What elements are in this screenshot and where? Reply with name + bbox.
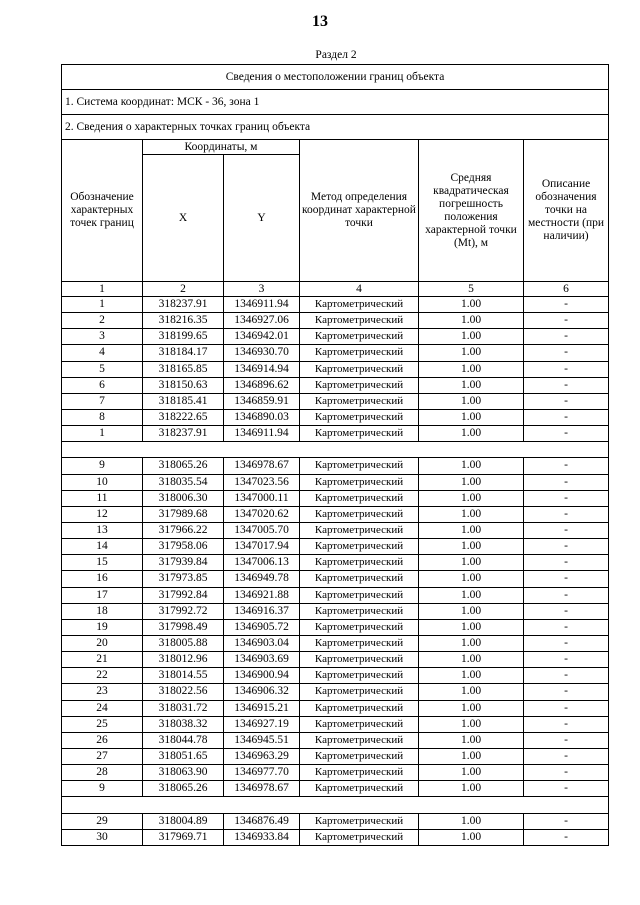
cell-point-id: 1 <box>62 297 143 313</box>
cell-point-id: 26 <box>62 732 143 748</box>
table-row <box>62 490 609 506</box>
cell-accuracy: 1.00 <box>419 700 524 716</box>
cell-description: - <box>524 619 609 635</box>
cell-method: Картометрический <box>300 490 419 506</box>
cell-description: - <box>524 652 609 668</box>
cell-coord-y: 1346963.29 <box>224 748 300 764</box>
cell-description: - <box>524 732 609 748</box>
cell-method: Картометрический <box>300 716 419 732</box>
cell-description: - <box>524 555 609 571</box>
cell-point-id: 10 <box>62 474 143 490</box>
cell-method: Картометрический <box>300 458 419 474</box>
cell-point-id: 9 <box>62 781 143 797</box>
cell-method: Картометрический <box>300 474 419 490</box>
table-row <box>62 555 609 571</box>
cell-accuracy: 1.00 <box>419 619 524 635</box>
cell-accuracy: 1.00 <box>419 361 524 377</box>
cell-point-id: 2 <box>62 313 143 329</box>
cell-description: - <box>524 716 609 732</box>
cell-accuracy: 1.00 <box>419 474 524 490</box>
cell-method: Картометрический <box>300 668 419 684</box>
cell-accuracy: 1.00 <box>419 765 524 781</box>
cell-description: - <box>524 765 609 781</box>
cell-coord-x: 318150.63 <box>143 377 224 393</box>
cell-coord-x: 318014.55 <box>143 668 224 684</box>
cell-accuracy: 1.00 <box>419 522 524 538</box>
table-row <box>62 716 609 732</box>
cell-accuracy: 1.00 <box>419 345 524 361</box>
cell-description: - <box>524 377 609 393</box>
cell-coord-x: 318035.54 <box>143 474 224 490</box>
table-row <box>62 700 609 716</box>
cell-accuracy: 1.00 <box>419 490 524 506</box>
cell-description: - <box>524 426 609 442</box>
cell-coord-x: 318065.26 <box>143 781 224 797</box>
table-row <box>62 571 609 587</box>
table-row <box>62 474 609 490</box>
cell-coord-y: 1346900.94 <box>224 668 300 684</box>
table-row <box>62 313 609 329</box>
cell-accuracy: 1.00 <box>419 555 524 571</box>
cell-method: Картометрический <box>300 571 419 587</box>
cell-point-id: 14 <box>62 539 143 555</box>
table-row <box>62 765 609 781</box>
cell-coord-y: 1347023.56 <box>224 474 300 490</box>
table-row <box>62 522 609 538</box>
cell-point-id: 29 <box>62 813 143 829</box>
cell-method: Картометрический <box>300 603 419 619</box>
cell-coord-y: 1347000.11 <box>224 490 300 506</box>
separator-cell <box>62 442 609 458</box>
cell-coord-x: 317969.71 <box>143 829 224 845</box>
cell-accuracy: 1.00 <box>419 409 524 425</box>
cell-coord-y: 1346942.01 <box>224 329 300 345</box>
table-row <box>62 345 609 361</box>
cell-point-id: 23 <box>62 684 143 700</box>
cell-method: Картометрический <box>300 684 419 700</box>
table-row <box>62 377 609 393</box>
cell-point-id: 6 <box>62 377 143 393</box>
cell-method: Картометрический <box>300 765 419 781</box>
cell-description: - <box>524 409 609 425</box>
table-row <box>62 393 609 409</box>
boundary-points-table <box>61 64 609 846</box>
table-row <box>62 297 609 313</box>
cell-coord-x: 318031.72 <box>143 700 224 716</box>
table-row <box>62 781 609 797</box>
cell-coord-x: 318063.90 <box>143 765 224 781</box>
cell-coord-x: 317973.85 <box>143 571 224 587</box>
coord-system-label: 1. Система координат: МСК - 36, зона 1 <box>62 90 609 115</box>
cell-coord-y: 1347006.13 <box>224 555 300 571</box>
cell-description: - <box>524 313 609 329</box>
cell-coord-x: 318051.65 <box>143 748 224 764</box>
cell-point-id: 27 <box>62 748 143 764</box>
cell-coord-x: 318237.91 <box>143 426 224 442</box>
cell-coord-x: 318185.41 <box>143 393 224 409</box>
cell-description: - <box>524 522 609 538</box>
cell-method: Картометрический <box>300 426 419 442</box>
cell-coord-x: 317992.72 <box>143 603 224 619</box>
cell-method: Картометрический <box>300 506 419 522</box>
cell-point-id: 4 <box>62 345 143 361</box>
cell-coord-x: 318005.88 <box>143 635 224 651</box>
cell-coord-x: 318022.56 <box>143 684 224 700</box>
cell-method: Картометрический <box>300 522 419 538</box>
cell-point-id: 13 <box>62 522 143 538</box>
cell-accuracy: 1.00 <box>419 426 524 442</box>
cell-accuracy: 1.00 <box>419 748 524 764</box>
cell-accuracy: 1.00 <box>419 587 524 603</box>
cell-accuracy: 1.00 <box>419 313 524 329</box>
header-point: Обозначение характерных точек границ <box>62 140 143 282</box>
cell-point-id: 8 <box>62 409 143 425</box>
cell-point-id: 3 <box>62 329 143 345</box>
cell-coord-y: 1346930.70 <box>224 345 300 361</box>
cell-coord-x: 318199.65 <box>143 329 224 345</box>
cell-coord-y: 1346949.78 <box>224 571 300 587</box>
cell-description: - <box>524 393 609 409</box>
cell-coord-x: 318004.89 <box>143 813 224 829</box>
table-row <box>62 587 609 603</box>
cell-coord-x: 317939.84 <box>143 555 224 571</box>
header-coords: Координаты, м <box>143 140 300 155</box>
cell-point-id: 18 <box>62 603 143 619</box>
cell-point-id: 25 <box>62 716 143 732</box>
cell-accuracy: 1.00 <box>419 684 524 700</box>
cell-method: Картометрический <box>300 652 419 668</box>
cell-coord-x: 318165.85 <box>143 361 224 377</box>
cell-coord-y: 1346978.67 <box>224 458 300 474</box>
cell-point-id: 24 <box>62 700 143 716</box>
cell-coord-x: 317992.84 <box>143 587 224 603</box>
cell-description: - <box>524 813 609 829</box>
table-row <box>62 829 609 845</box>
cell-description: - <box>524 571 609 587</box>
header-accuracy: Средняя квадратическая погрешность положения характерной точки (Mt), м <box>419 140 524 282</box>
cell-accuracy: 1.00 <box>419 781 524 797</box>
separator-cell <box>62 797 609 813</box>
cell-coord-x: 318222.65 <box>143 409 224 425</box>
header-y: Y <box>224 155 300 282</box>
cell-method: Картометрический <box>300 297 419 313</box>
cell-accuracy: 1.00 <box>419 393 524 409</box>
cell-description: - <box>524 506 609 522</box>
cell-method: Картометрический <box>300 555 419 571</box>
cell-coord-y: 1346978.67 <box>224 781 300 797</box>
cell-description: - <box>524 474 609 490</box>
cell-method: Картометрический <box>300 377 419 393</box>
column-number-row <box>62 282 609 297</box>
cell-description: - <box>524 700 609 716</box>
cell-coord-y: 1346921.88 <box>224 587 300 603</box>
cell-point-id: 28 <box>62 765 143 781</box>
table-row <box>62 652 609 668</box>
cell-accuracy: 1.00 <box>419 571 524 587</box>
cell-method: Картометрический <box>300 813 419 829</box>
table-row <box>62 619 609 635</box>
cell-coord-y: 1346915.21 <box>224 700 300 716</box>
cell-accuracy: 1.00 <box>419 506 524 522</box>
cell-coord-x: 318044.78 <box>143 732 224 748</box>
cell-point-id: 19 <box>62 619 143 635</box>
cell-point-id: 15 <box>62 555 143 571</box>
cell-coord-x: 318012.96 <box>143 652 224 668</box>
group-separator-row <box>62 442 609 458</box>
header-description: Описание обозначения точки на местности (при наличии) <box>524 140 609 282</box>
cell-coord-y: 1346911.94 <box>224 426 300 442</box>
cell-method: Картометрический <box>300 700 419 716</box>
cell-method: Картометрический <box>300 635 419 651</box>
column-number: 5 <box>419 282 524 297</box>
cell-accuracy: 1.00 <box>419 635 524 651</box>
cell-description: - <box>524 748 609 764</box>
cell-coord-y: 1346933.84 <box>224 829 300 845</box>
cell-coord-y: 1346927.19 <box>224 716 300 732</box>
cell-description: - <box>524 587 609 603</box>
cell-coord-x: 318184.17 <box>143 345 224 361</box>
cell-method: Картометрический <box>300 329 419 345</box>
cell-coord-y: 1347017.94 <box>224 539 300 555</box>
cell-accuracy: 1.00 <box>419 668 524 684</box>
cell-point-id: 20 <box>62 635 143 651</box>
cell-accuracy: 1.00 <box>419 297 524 313</box>
cell-coord-x: 318065.26 <box>143 458 224 474</box>
cell-description: - <box>524 829 609 845</box>
cell-accuracy: 1.00 <box>419 652 524 668</box>
column-number: 1 <box>62 282 143 297</box>
cell-description: - <box>524 781 609 797</box>
table-row <box>62 813 609 829</box>
table-row <box>62 603 609 619</box>
cell-method: Картометрический <box>300 361 419 377</box>
cell-coord-y: 1346903.04 <box>224 635 300 651</box>
cell-method: Картометрический <box>300 393 419 409</box>
cell-method: Картометрический <box>300 587 419 603</box>
cell-coord-y: 1347020.62 <box>224 506 300 522</box>
cell-description: - <box>524 297 609 313</box>
cell-accuracy: 1.00 <box>419 813 524 829</box>
cell-description: - <box>524 329 609 345</box>
table-row <box>62 748 609 764</box>
table-row <box>62 732 609 748</box>
cell-description: - <box>524 603 609 619</box>
cell-coord-y: 1346916.37 <box>224 603 300 619</box>
cell-coord-y: 1346896.62 <box>224 377 300 393</box>
cell-point-id: 1 <box>62 426 143 442</box>
cell-accuracy: 1.00 <box>419 458 524 474</box>
group-separator-row <box>62 797 609 813</box>
cell-point-id: 30 <box>62 829 143 845</box>
table-row <box>62 458 609 474</box>
cell-accuracy: 1.00 <box>419 716 524 732</box>
cell-point-id: 16 <box>62 571 143 587</box>
cell-method: Картометрический <box>300 313 419 329</box>
section-title: Раздел 2 <box>315 49 357 61</box>
cell-coord-y: 1346914.94 <box>224 361 300 377</box>
cell-accuracy: 1.00 <box>419 329 524 345</box>
cell-description: - <box>524 490 609 506</box>
cell-description: - <box>524 458 609 474</box>
cell-coord-x: 318038.32 <box>143 716 224 732</box>
cell-description: - <box>524 361 609 377</box>
cell-method: Картометрический <box>300 539 419 555</box>
table-row <box>62 426 609 442</box>
cell-point-id: 5 <box>62 361 143 377</box>
cell-accuracy: 1.00 <box>419 829 524 845</box>
cell-method: Картометрический <box>300 345 419 361</box>
cell-method: Картометрический <box>300 748 419 764</box>
cell-coord-y: 1347005.70 <box>224 522 300 538</box>
cell-method: Картометрический <box>300 732 419 748</box>
cell-description: - <box>524 668 609 684</box>
header-method: Метод определения координат характерной точки <box>300 140 419 282</box>
cell-coord-x: 317998.49 <box>143 619 224 635</box>
points-section-label: 2. Сведения о характерных точках границ объекта <box>62 115 609 140</box>
cell-coord-y: 1346876.49 <box>224 813 300 829</box>
cell-coord-x: 318237.91 <box>143 297 224 313</box>
cell-point-id: 9 <box>62 458 143 474</box>
cell-accuracy: 1.00 <box>419 603 524 619</box>
table-row <box>62 635 609 651</box>
table-row <box>62 329 609 345</box>
cell-point-id: 11 <box>62 490 143 506</box>
cell-description: - <box>524 684 609 700</box>
cell-coord-x: 317958.06 <box>143 539 224 555</box>
table-row <box>62 506 609 522</box>
cell-coord-y: 1346905.72 <box>224 619 300 635</box>
cell-description: - <box>524 345 609 361</box>
cell-coord-x: 317966.22 <box>143 522 224 538</box>
column-number: 6 <box>524 282 609 297</box>
table-row <box>62 409 609 425</box>
cell-coord-y: 1346927.06 <box>224 313 300 329</box>
cell-coord-y: 1346945.51 <box>224 732 300 748</box>
cell-point-id: 22 <box>62 668 143 684</box>
table-row <box>62 361 609 377</box>
cell-method: Картометрический <box>300 781 419 797</box>
header-x: X <box>143 155 224 282</box>
cell-coord-y: 1346903.69 <box>224 652 300 668</box>
cell-point-id: 12 <box>62 506 143 522</box>
cell-method: Картометрический <box>300 829 419 845</box>
cell-description: - <box>524 635 609 651</box>
cell-point-id: 7 <box>62 393 143 409</box>
cell-coord-y: 1346977.70 <box>224 765 300 781</box>
cell-accuracy: 1.00 <box>419 539 524 555</box>
column-number: 2 <box>143 282 224 297</box>
cell-coord-y: 1346859.91 <box>224 393 300 409</box>
column-number: 3 <box>224 282 300 297</box>
cell-coord-x: 318006.30 <box>143 490 224 506</box>
cell-method: Картометрический <box>300 409 419 425</box>
cell-point-id: 21 <box>62 652 143 668</box>
table-row <box>62 684 609 700</box>
cell-accuracy: 1.00 <box>419 732 524 748</box>
page-number: 13 <box>312 13 328 30</box>
cell-coord-y: 1346890.03 <box>224 409 300 425</box>
column-number: 4 <box>300 282 419 297</box>
table-row <box>62 668 609 684</box>
cell-accuracy: 1.00 <box>419 377 524 393</box>
cell-method: Картометрический <box>300 619 419 635</box>
table-title: Сведения о местоположении границ объекта <box>62 65 609 90</box>
cell-coord-x: 318216.35 <box>143 313 224 329</box>
cell-coord-y: 1346906.32 <box>224 684 300 700</box>
cell-point-id: 17 <box>62 587 143 603</box>
table-row <box>62 539 609 555</box>
cell-description: - <box>524 539 609 555</box>
cell-coord-y: 1346911.94 <box>224 297 300 313</box>
cell-coord-x: 317989.68 <box>143 506 224 522</box>
